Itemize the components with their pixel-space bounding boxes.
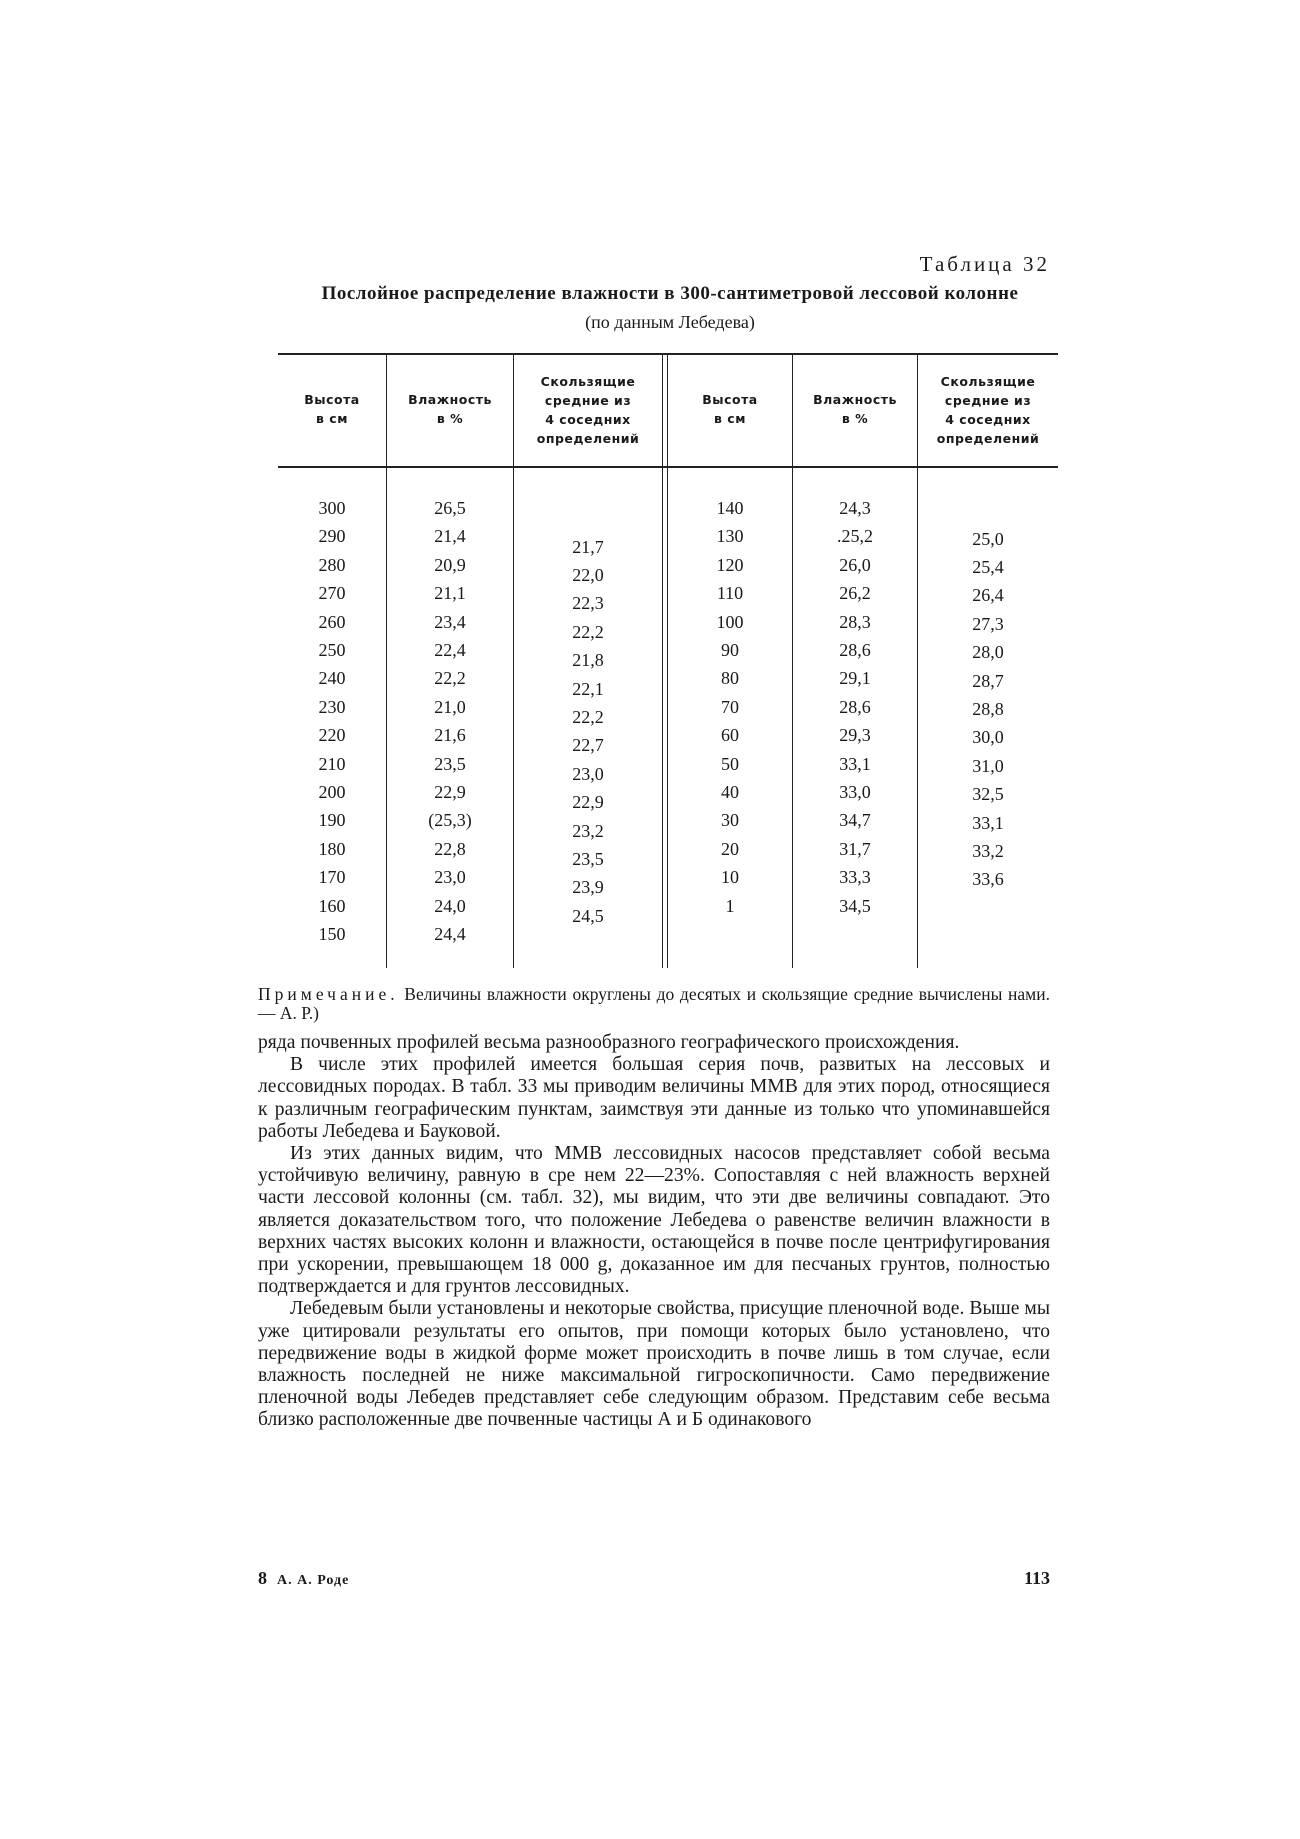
cell-moisture: .25,2: [837, 526, 873, 547]
header-line: Влажность: [813, 392, 897, 407]
cell-moisture: 24,3: [839, 498, 871, 518]
cell-height: 120: [716, 554, 744, 575]
cell-height: 290: [318, 526, 346, 547]
table-subtitle: (по данным Лебедева): [585, 312, 755, 332]
cell-height: 220: [318, 725, 346, 746]
cell-height: 30: [721, 810, 739, 831]
header-sliding-left: [516, 372, 660, 448]
header-line: в %: [841, 411, 869, 426]
cell-moisture: 22,9: [434, 782, 466, 802]
cell-moisture: 28,6: [839, 696, 871, 717]
paragraph: ряда почвенных профилей весьма разнообразного географического происхождения.: [258, 1032, 960, 1053]
cell-height: 230: [318, 696, 346, 717]
cell-height: 50: [721, 753, 739, 774]
cell-sliding-average: 23,5: [572, 849, 604, 869]
cell-sliding-average: 28,8: [972, 699, 1004, 719]
cell-moisture: 22,2: [434, 668, 466, 689]
cell-sliding-average: 22,2: [572, 707, 604, 727]
cell-moisture: 23,4: [434, 611, 466, 632]
cell-sliding-average: 22,1: [572, 678, 604, 699]
cell-moisture: 26,2: [839, 583, 871, 604]
header-height-right: [670, 390, 790, 428]
table-note: [258, 985, 1050, 1023]
cell-sliding-average: 31,0: [972, 755, 1004, 776]
cell-moisture: 22,8: [434, 838, 466, 859]
cell-moisture: 33,0: [839, 782, 871, 802]
cell-height: 40: [721, 782, 739, 802]
cell-height: 20: [721, 838, 739, 859]
cell-sliding-average: 23,2: [572, 820, 604, 841]
table-title: Послойное распределение влажности в 300-сантиметровой лессовой колонне: [321, 283, 1019, 304]
header-line: в %: [436, 411, 464, 426]
header-line: Высота: [702, 392, 758, 407]
cell-sliding-average: 25,0: [972, 528, 1004, 549]
cell-moisture: 34,5: [839, 895, 871, 916]
cell-sliding-average: 22,2: [572, 621, 604, 642]
cell-moisture: 28,6: [839, 640, 871, 660]
table-column-divider: [386, 353, 387, 968]
cell-moisture: 34,7: [839, 810, 871, 831]
cell-height: 150: [318, 924, 346, 944]
cell-sliding-average: 25,4: [972, 557, 1004, 577]
cell-moisture: 22,4: [434, 640, 466, 660]
cell-height: 130: [716, 526, 744, 547]
header-line: определений: [936, 431, 1040, 446]
cell-height: 70: [721, 696, 739, 717]
cell-moisture: 31,7: [839, 838, 871, 859]
cell-height: 210: [318, 753, 346, 774]
cell-height: 90: [721, 640, 739, 660]
table-column-divider: [792, 353, 793, 968]
cell-sliding-average: 23,0: [572, 763, 604, 784]
header-line: Влажность: [408, 392, 492, 407]
cell-height: 240: [318, 668, 346, 689]
cell-sliding-average: 21,8: [572, 650, 604, 671]
header-line: в см: [714, 411, 746, 426]
cell-moisture: 20,9: [434, 554, 466, 575]
cell-moisture: 21,0: [434, 696, 466, 717]
header-line: в см: [316, 411, 348, 426]
cell-moisture: 21,1: [434, 583, 466, 604]
header-moisture-right: [795, 390, 915, 428]
cell-height: 300: [318, 498, 346, 518]
cell-height: 180: [318, 838, 346, 859]
cell-moisture: 26,0: [839, 554, 871, 575]
cell-sliding-average: 30,0: [972, 727, 1004, 748]
header-sliding-right: [920, 372, 1056, 448]
cell-height: 1: [725, 895, 735, 916]
cell-sliding-average: 26,4: [972, 585, 1004, 606]
paragraph: В числе этих профилей имеется большая серия почв, развитых на лессовых и лессовидных породах. В табл. 33 мы приводим величины ММВ для этих пород, относящиеся к различным географическим пунктам, заимствуя эти данные из только что упоминавшейся работы Лебедева и Бауковой.: [258, 1054, 1050, 1142]
cell-height: 110: [716, 583, 744, 604]
cell-sliding-average: 27,3: [972, 613, 1004, 634]
cell-height: 170: [318, 867, 346, 888]
cell-sliding-average: 33,6: [972, 869, 1004, 890]
cell-moisture: 24,0: [434, 895, 466, 916]
header-line: 4 соседних: [545, 412, 631, 427]
cell-height: 280: [318, 554, 346, 575]
cell-sliding-average: 28,0: [972, 642, 1004, 663]
cell-height: 260: [318, 611, 346, 632]
cell-height: 140: [716, 498, 744, 518]
cell-moisture: 33,1: [839, 753, 871, 774]
table-center-double-divider: [662, 353, 663, 968]
cell-moisture: 26,5: [434, 498, 466, 518]
cell-sliding-average: 21,7: [572, 536, 604, 557]
cell-sliding-average: 23,9: [572, 877, 604, 898]
cell-moisture: 21,6: [434, 725, 466, 746]
cell-height: 200: [318, 782, 346, 802]
cell-sliding-average: 22,0: [572, 565, 604, 585]
header-line: Скользящие: [940, 374, 1036, 389]
table-label: Таблица 32: [919, 252, 1050, 276]
page-number: 113: [1023, 1568, 1050, 1588]
table-column-divider: [513, 353, 514, 968]
cell-sliding-average: 28,7: [972, 670, 1004, 691]
table-header-rule: [278, 466, 1058, 468]
cell-sliding-average: 22,7: [572, 735, 604, 756]
cell-sliding-average: 33,2: [972, 841, 1004, 861]
header-line: средние из: [544, 393, 632, 408]
body-text: [258, 1032, 1050, 1432]
cell-height: 160: [318, 895, 346, 916]
header-line: 4 соседних: [945, 412, 1031, 427]
cell-sliding-average: 24,5: [572, 905, 604, 926]
paragraph: Лебедевым были установлены и некоторые свойства, присущие пленочной воде. Выше мы уже цитировали результаты его опытов, при помощи которых было установлено, что передвижение воды в жидкой форме может происходить в почве лишь в том случае, если влажность последней не ниже максимальной гигроскопичности. Само передвижение пленочной воды Лебедев представляет себе следующим образом. Представим себе весьма близко расположенные две почвенные частицы А и Б одинакового: [258, 1298, 1050, 1431]
cell-sliding-average: 32,5: [972, 784, 1004, 805]
header-height-left: [280, 390, 384, 428]
cell-moisture: 33,3: [839, 867, 871, 888]
page-footer-left: [258, 1568, 349, 1589]
author-name: А. А. Роде: [277, 1573, 350, 1588]
cell-height: 190: [318, 810, 346, 831]
note-label: Примечание.: [258, 984, 399, 1004]
cell-height: 250: [318, 640, 346, 660]
header-line: средние из: [944, 393, 1032, 408]
cell-moisture: 29,1: [839, 668, 871, 689]
cell-height: 80: [721, 668, 739, 689]
cell-sliding-average: 22,9: [572, 792, 604, 813]
cell-height: 60: [721, 725, 739, 746]
header-line: Скользящие: [540, 374, 636, 389]
cell-moisture: (25,3): [428, 810, 472, 831]
cell-height: 270: [318, 583, 346, 604]
cell-moisture: 23,5: [434, 753, 466, 774]
table-column-divider: [917, 353, 918, 968]
cell-moisture: 23,0: [434, 867, 466, 888]
table-top-rule: [278, 353, 1058, 355]
header-moisture-left: [390, 390, 510, 428]
cell-height: 10: [721, 867, 739, 888]
signature-mark: 8: [258, 1568, 267, 1588]
cell-sliding-average: 22,3: [572, 593, 604, 614]
cell-sliding-average: 33,1: [972, 812, 1004, 833]
note-text: Величины влажности округлены до десятых и скользящие средние вычислены нами.— А. Р.): [258, 984, 1050, 1023]
header-line: определений: [536, 431, 640, 446]
header-line: Высота: [304, 392, 360, 407]
cell-moisture: 29,3: [839, 725, 871, 746]
cell-moisture: 24,4: [434, 924, 466, 944]
cell-moisture: 28,3: [839, 611, 871, 632]
cell-height: 100: [716, 611, 744, 632]
cell-moisture: 21,4: [434, 526, 466, 547]
paragraph: Из этих данных видим, что ММВ лессовидных насосов представляет собой весьма устойчивую величину, равную в сре нем 22—23%. Сопоставляя с ней влажность верхней части лессовой колонны (см. табл. 32), мы видим, что эти две величины совпадают. Это является доказательством того, что положение Лебедева о равенстве величин влажности в верхних частях высоких колонн и влажности, остающейся в почве после центрифугирования при ускорении, превышающем 18 000 g, доказанное им для песчаных грунтов, полностью подтверждается и для грунтов лессовидных.: [258, 1143, 1050, 1298]
table-center-double-divider: [667, 353, 668, 968]
